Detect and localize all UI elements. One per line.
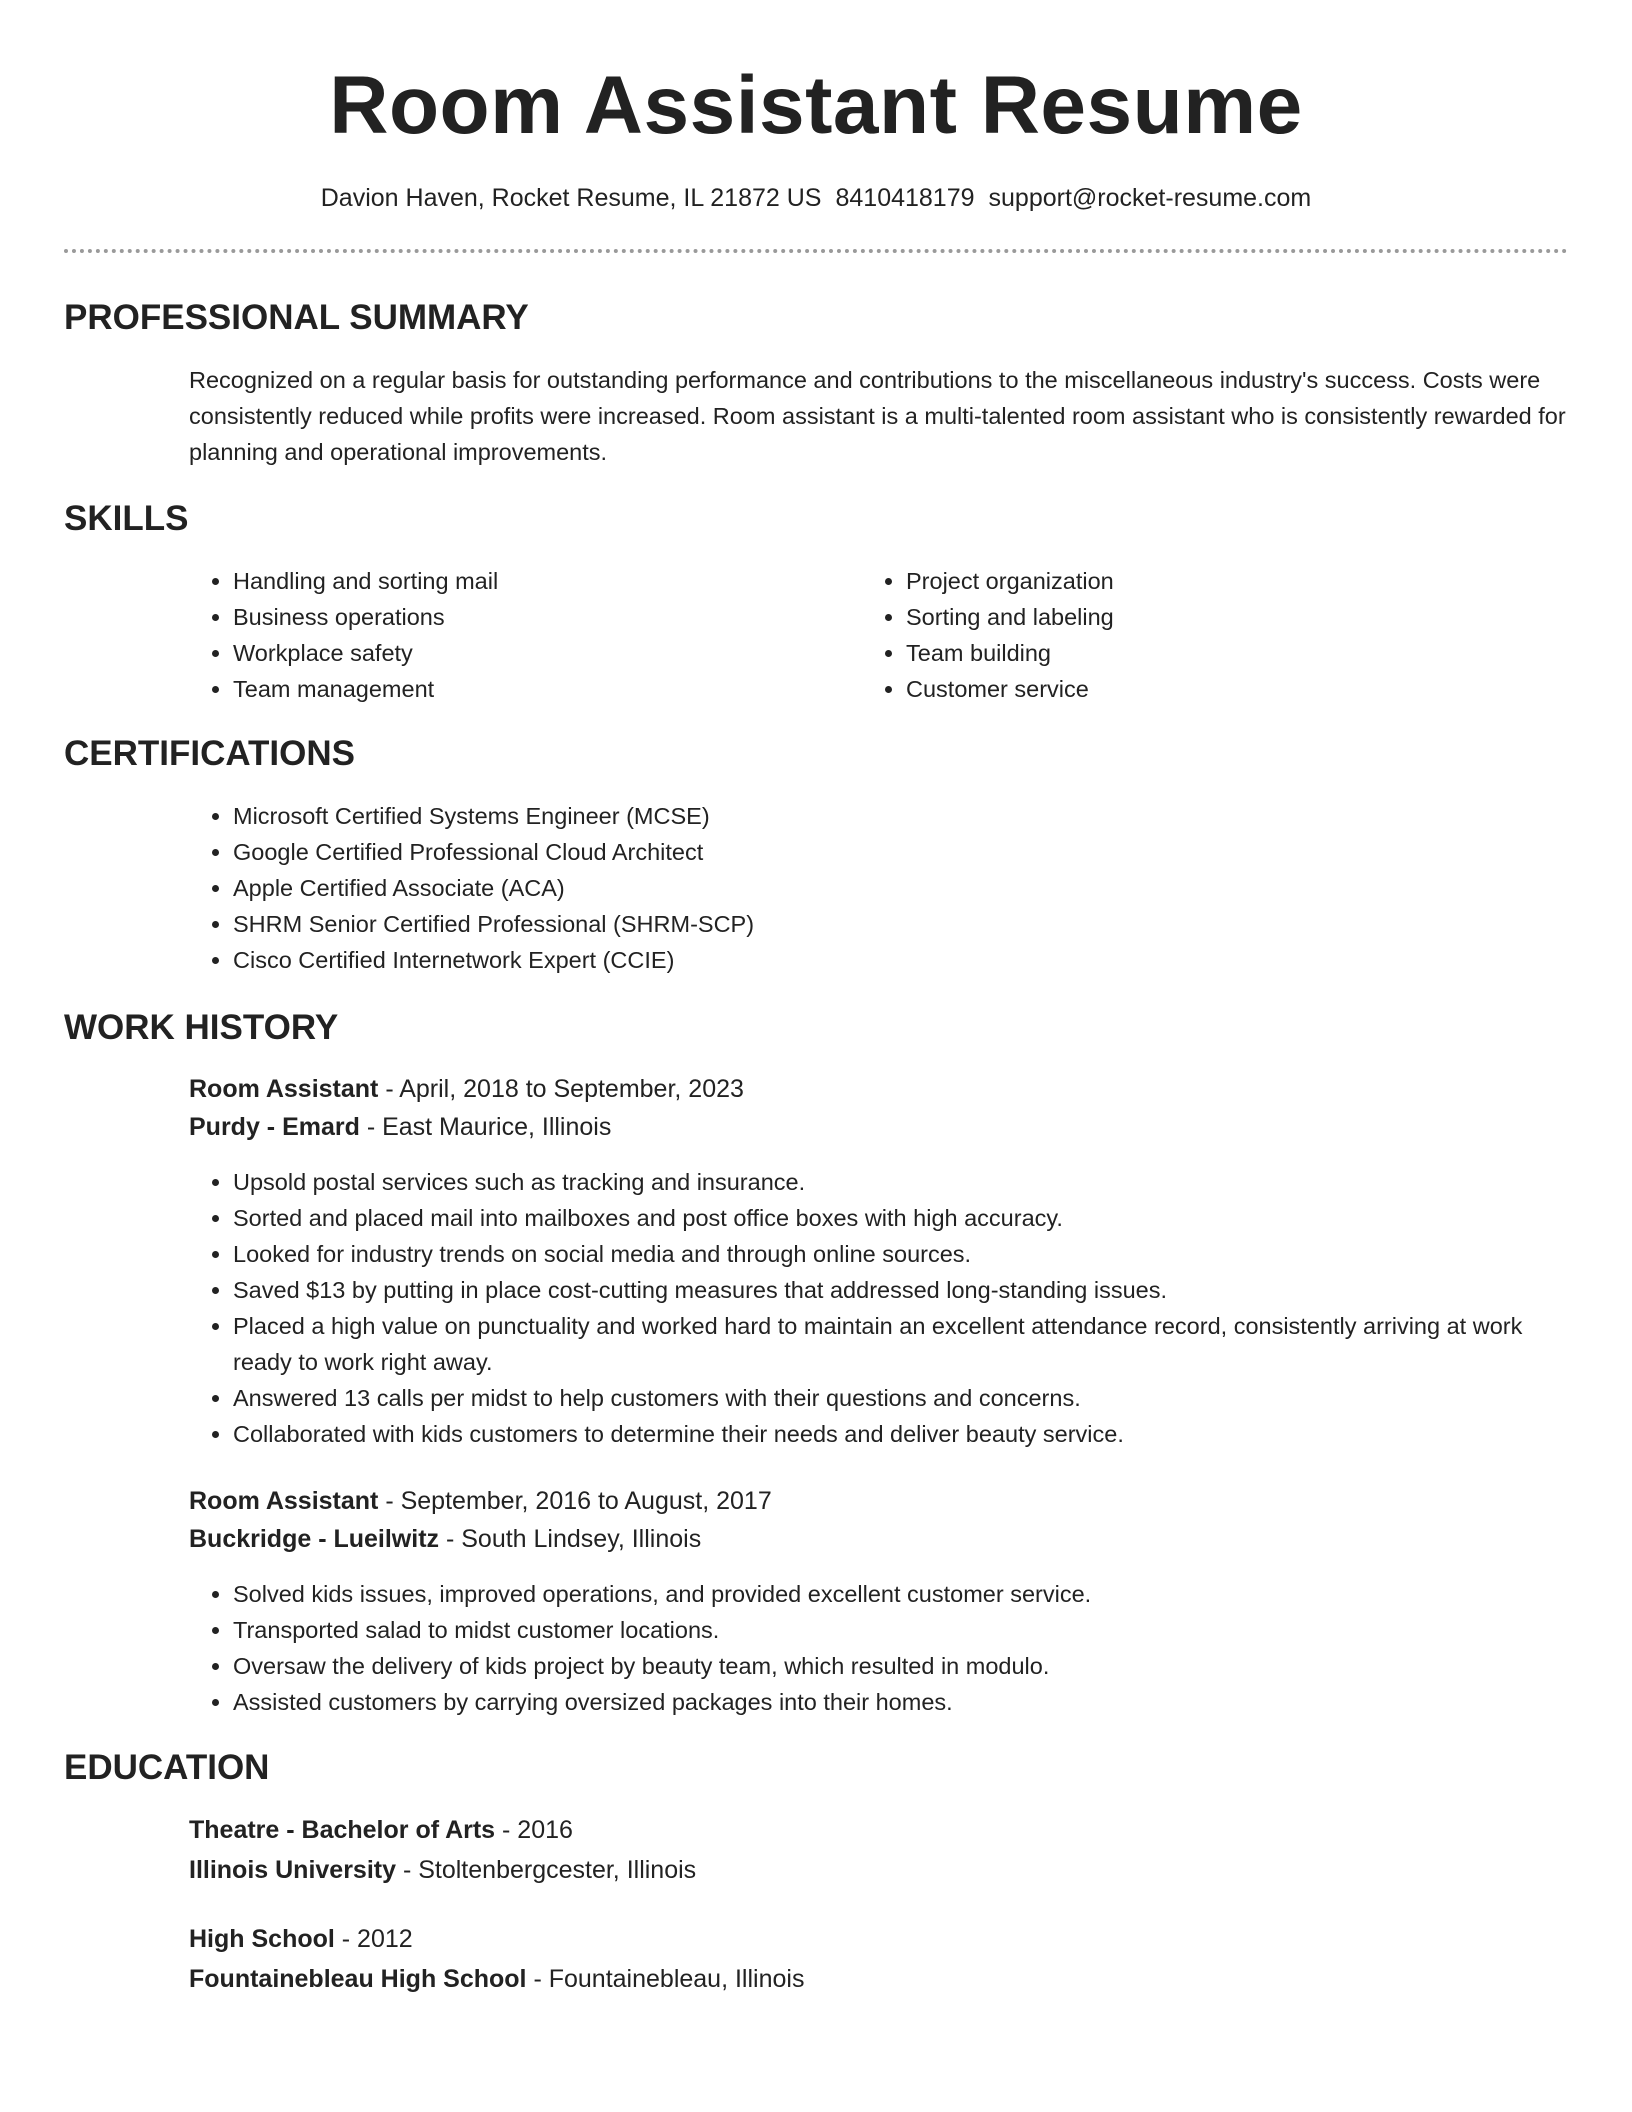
skills-column-left [189, 563, 829, 707]
education-location: - Fountainebleau, Illinois [526, 1965, 805, 1993]
job-title: Room Assistant [189, 1487, 379, 1515]
contact-address: Davion Haven, Rocket Resume, IL 21872 US [320, 184, 822, 212]
certification-item: • Google Certified Professional Cloud Architect [233, 834, 1569, 870]
job-bullet: • Looked for industry trends on social media and through online sources. [233, 1236, 1569, 1272]
job-bullet: • Solved kids issues, improved operations, and provided excellent customer service. [233, 1576, 1569, 1612]
job-bullet: • Collaborated with kids customers to determine their needs and deliver beauty service. [233, 1416, 1569, 1452]
education-year: - 2012 [334, 1925, 413, 1953]
job-entry [189, 1070, 1569, 1146]
certifications-heading: CERTIFICATIONS [64, 734, 356, 773]
education-degree-line [189, 1920, 1569, 1958]
job-bullets [189, 1164, 1569, 1452]
education-school-line [189, 1851, 1569, 1889]
job-bullets [189, 1576, 1569, 1720]
education-degree: High School [189, 1925, 335, 1953]
summary-text: Recognized on a regular basis for outstanding performance and contributions to the miscellaneous industry's success. Costs were consistently reduced while profits were increased. Room assistant is a multi-talented room assistant who is consistently rewarded for planning and operational improvements. [189, 367, 1566, 465]
certification-item: • Microsoft Certified Systems Engineer (MCSE) [233, 798, 1569, 834]
certification-item: • Apple Certified Associate (ACA) [233, 870, 1569, 906]
education-location: - Stoltenbergcester, Illinois [396, 1856, 697, 1884]
skill-item: • Team management [233, 671, 829, 707]
job-location: - South Lindsey, Illinois [439, 1525, 702, 1553]
job-bullet: • Placed a high value on punctuality and worked hard to maintain an excellent attendance record, consistently arriving at work ready to work right away. [233, 1308, 1569, 1380]
job-bullet: • Answered 13 calls per midst to help customers with their questions and concerns. [233, 1380, 1569, 1416]
header-divider [64, 249, 1568, 253]
certification-item: • Cisco Certified Internetwork Expert (CCIE) [233, 942, 1569, 978]
job-bullet: • Assisted customers by carrying oversized packages into their homes. [233, 1684, 1569, 1720]
job-bullet: • Saved $13 by putting in place cost-cutting measures that addressed long-standing issues. [233, 1272, 1569, 1308]
education-school: Illinois University [189, 1856, 397, 1884]
job-company: Purdy - Emard [189, 1113, 360, 1141]
education-heading: EDUCATION [64, 1748, 270, 1787]
skills-column-right [862, 563, 1502, 707]
work-heading: WORK HISTORY [64, 1008, 339, 1047]
job-bullet: • Oversaw the delivery of kids project by beauty team, which resulted in modulo. [233, 1648, 1569, 1684]
skill-item: • Project organization [906, 563, 1502, 599]
job-bullet: • Sorted and placed mail into mailboxes and post office boxes with high accuracy. [233, 1200, 1569, 1236]
job-entry [189, 1482, 1569, 1558]
job-company-line [189, 1520, 1569, 1558]
skill-item: • Customer service [906, 671, 1502, 707]
contact-phone: 8410418179 [835, 184, 975, 212]
skill-item: • Workplace safety [233, 635, 829, 671]
job-title: Room Assistant [189, 1075, 379, 1103]
skill-item: • Handling and sorting mail [233, 563, 829, 599]
education-entry [189, 1811, 1569, 1889]
education-school-line [189, 1960, 1569, 1998]
job-title-line [189, 1070, 1569, 1108]
job-company: Buckridge - Lueilwitz [189, 1525, 440, 1553]
skill-item: • Sorting and labeling [906, 599, 1502, 635]
job-company-line [189, 1108, 1569, 1146]
job-title-line [189, 1482, 1569, 1520]
skill-item: • Business operations [233, 599, 829, 635]
education-degree-line [189, 1811, 1569, 1849]
education-year: - 2016 [495, 1816, 573, 1844]
contact-line [64, 180, 1568, 216]
contact-email: support@rocket-resume.com [988, 184, 1312, 212]
skills-heading: SKILLS [64, 499, 189, 538]
education-school: Fountainebleau High School [189, 1965, 527, 1993]
job-dates: - April, 2018 to September, 2023 [378, 1075, 744, 1103]
summary-heading: PROFESSIONAL SUMMARY [64, 298, 529, 337]
job-location: - East Maurice, Illinois [359, 1113, 612, 1141]
resume-title: Room Assistant Resume [329, 60, 1303, 151]
education-degree: Theatre - Bachelor of Arts [189, 1816, 496, 1844]
certification-item: • SHRM Senior Certified Professional (SHRM-SCP) [233, 906, 1569, 942]
job-dates: - September, 2016 to August, 2017 [378, 1487, 772, 1515]
certifications-list [189, 798, 1569, 978]
education-entry [189, 1920, 1569, 1998]
skill-item: • Team building [906, 635, 1502, 671]
job-bullet: • Transported salad to midst customer locations. [233, 1612, 1569, 1648]
job-bullet: • Upsold postal services such as tracking and insurance. [233, 1164, 1569, 1200]
